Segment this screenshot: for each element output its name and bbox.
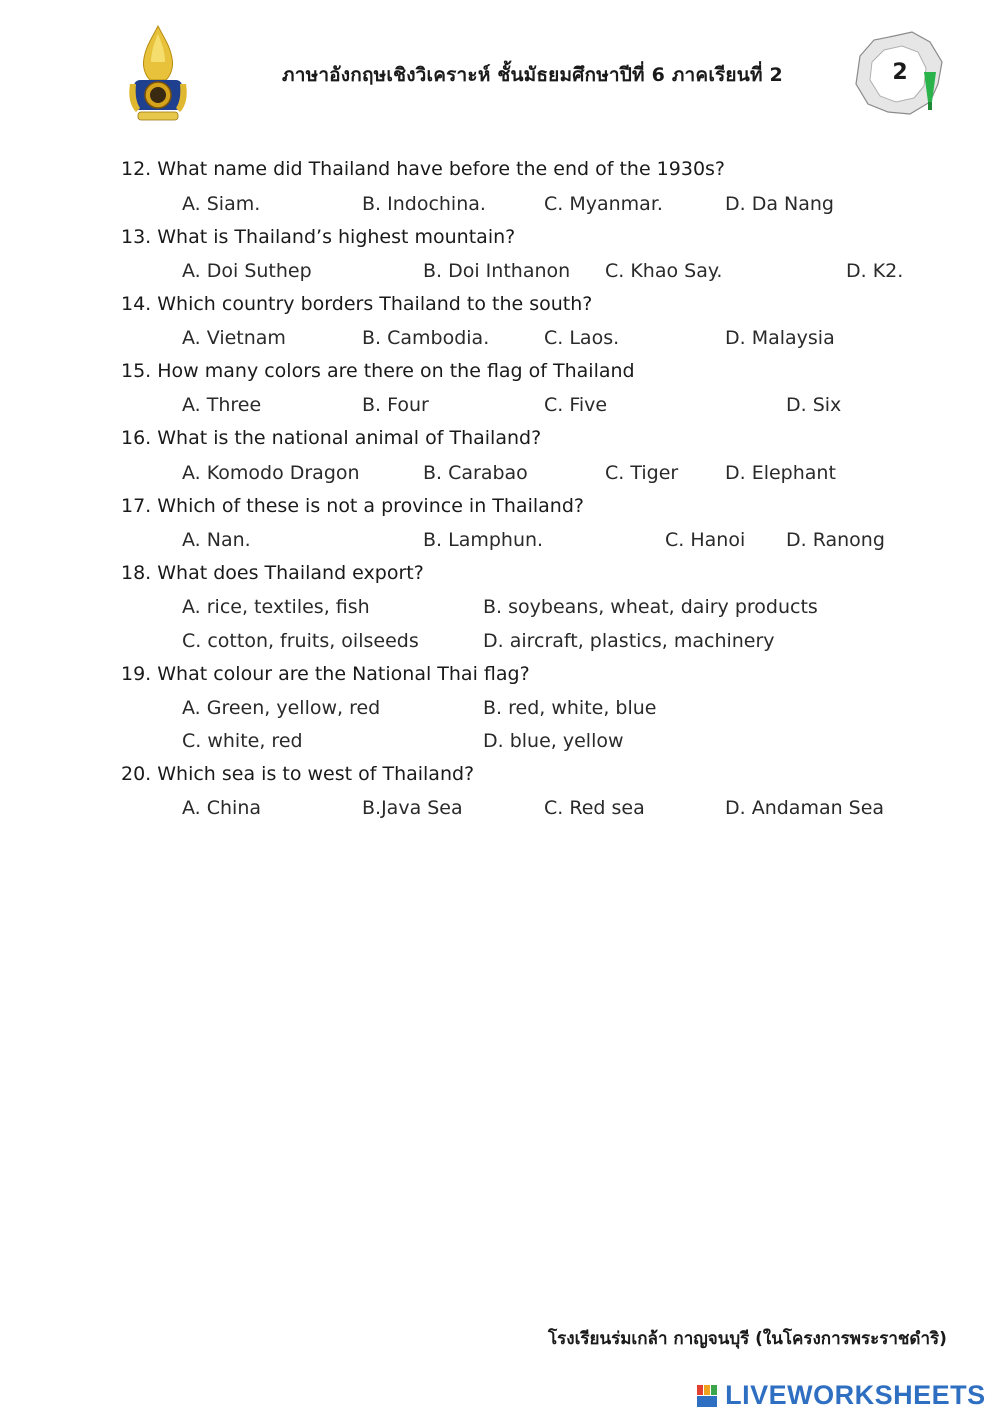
question-13: 13. What is Thailand’s highest mountain? (121, 226, 516, 248)
q14-option-c[interactable]: C. Laos. (544, 327, 620, 349)
school-footer: โรงเรียนร่มเกล้า กาญจนบุรี (ในโครงการพระราชดำริ) (548, 1329, 947, 1349)
q15-option-c[interactable]: C. Five (544, 394, 608, 416)
q20-option-d[interactable]: D. Andaman Sea (725, 797, 885, 819)
q13-option-a[interactable]: A. Doi Suthep (182, 260, 312, 282)
q20-option-a[interactable]: A. China (182, 797, 262, 819)
q19-option-b[interactable]: B. red, white, blue (483, 697, 657, 719)
q14-option-b[interactable]: B. Cambodia. (362, 327, 490, 349)
live-logo-icon (697, 1385, 717, 1407)
q16-option-d[interactable]: D. Elephant (725, 462, 836, 484)
q16-option-c[interactable]: C. Tiger (605, 462, 679, 484)
q12-option-c[interactable]: C. Myanmar. (544, 193, 663, 215)
q19-option-a[interactable]: A. Green, yellow, red (182, 697, 381, 719)
q12-option-b[interactable]: B. Indochina. (362, 193, 486, 215)
question-19: 19. What colour are the National Thai flag? (121, 663, 530, 685)
q12-option-d[interactable]: D. Da Nang (725, 193, 834, 215)
q18-option-c[interactable]: C. cotton, fruits, oilseeds (182, 630, 419, 652)
q16-option-b[interactable]: B. Carabao (423, 462, 528, 484)
q15-option-d[interactable]: D. Six (786, 394, 842, 416)
q18-option-a[interactable]: A. rice, textiles, fish (182, 596, 370, 618)
q14-option-a[interactable]: A. Vietnam (182, 327, 286, 349)
q13-option-c[interactable]: C. Khao Say. (605, 260, 723, 282)
header-title: ภาษาอังกฤษเชิงวิเคราะห์ ชั้นมัธยมศึกษาปีที่ 6 ภาคเรียนที่ 2 (282, 64, 783, 86)
question-17: 17. Which of these is not a province in Thailand? (121, 495, 584, 517)
liveworksheets-text: LIVEWORKSHEETS (725, 1380, 986, 1410)
school-emblem-logo (126, 24, 190, 122)
q13-option-d[interactable]: D. K2. (846, 260, 904, 282)
q19-option-c[interactable]: C. white, red (182, 730, 303, 752)
question-16: 16. What is the national animal of Thailand? (121, 427, 542, 449)
liveworksheets-watermark[interactable] (697, 1380, 986, 1408)
q17-option-b[interactable]: B. Lamphun. (423, 529, 544, 551)
question-12: 12. What name did Thailand have before the end of the 1930s? (121, 158, 726, 180)
page-number: 2 (892, 60, 908, 85)
q17-option-c[interactable]: C. Hanoi (665, 529, 746, 551)
q13-option-b[interactable]: B. Doi Inthanon (423, 260, 571, 282)
question-20: 20. Which sea is to west of Thailand? (121, 763, 475, 785)
q18-option-b[interactable]: B. soybeans, wheat, dairy products (483, 596, 818, 618)
question-18: 18. What does Thailand export? (121, 562, 424, 584)
q16-option-a[interactable]: A. Komodo Dragon (182, 462, 360, 484)
q14-option-d[interactable]: D. Malaysia (725, 327, 835, 349)
q17-option-a[interactable]: A. Nan. (182, 529, 251, 551)
question-15: 15. How many colors are there on the flag of Thailand (121, 360, 635, 382)
q17-option-d[interactable]: D. Ranong (786, 529, 885, 551)
q12-option-a[interactable]: A. Siam. (182, 193, 261, 215)
q15-option-a[interactable]: A. Three (182, 394, 262, 416)
q18-option-d[interactable]: D. aircraft, plastics, machinery (483, 630, 775, 652)
q20-option-b[interactable]: B.Java Sea (362, 797, 463, 819)
q19-option-d[interactable]: D. blue, yellow (483, 730, 624, 752)
q15-option-b[interactable]: B. Four (362, 394, 429, 416)
q20-option-c[interactable]: C. Red sea (544, 797, 645, 819)
question-14: 14. Which country borders Thailand to the south? (121, 293, 593, 315)
